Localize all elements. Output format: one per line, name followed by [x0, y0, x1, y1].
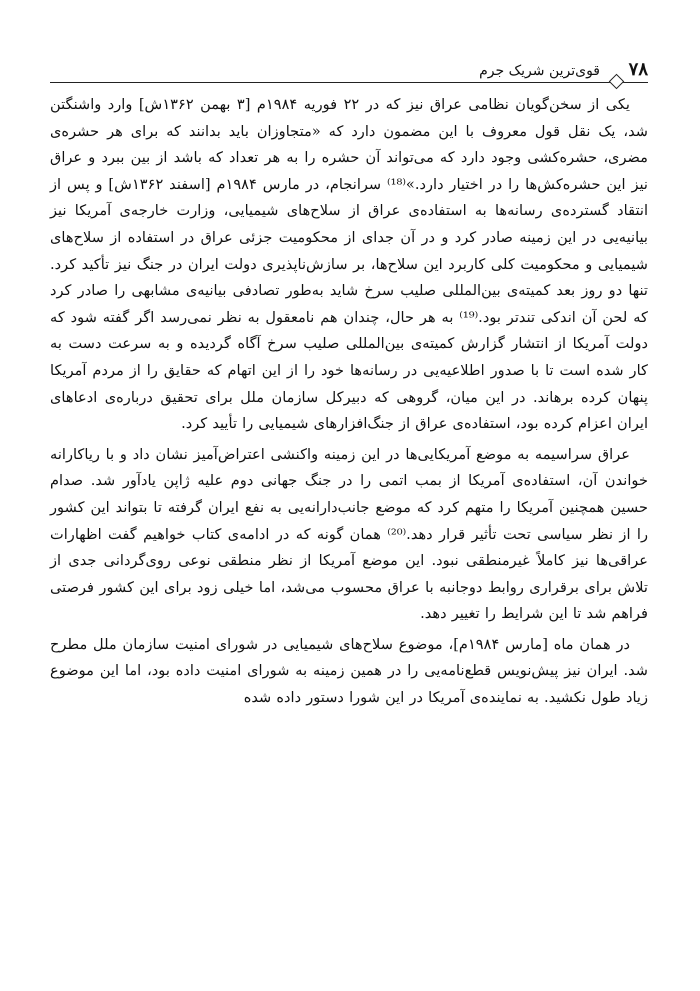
running-title: قوی‌ترین شریک جرم — [479, 63, 600, 79]
body-text — [50, 92, 648, 712]
paragraph: یکی از سخن‌گویان نظامی عراق نیز که در ۲۲ فوریه ۱۹۸۴م [۳ بهمن ۱۳۶۲ش] وارد واشنگتن شد، یک نقل قول معروف با این مضمون دارد که «متجاوزان باید بدانند که برای هر حشره‌ی مضری، حشره‌کشی وجود دارد که می‌تواند آن حشره را به هر تعداد که باشد از بین ببرد و عراق نیز این حشره‌کش‌ها را در اختیار دارد.»⁽¹⁸⁾ سرانجام، در مارس ۱۹۸۴م [اسفند ۱۳۶۲ش] و پس از انتقاد گسترده‌ی رسانه‌ها به استفاده‌ی عراق از سلاح‌های شیمیایی، وزارت خارجه‌ی آمریکا نیز بیانیه‌یی در این زمینه صادر کرد و در آن جدای از محکومیت جزئی عراق در استفاده از سلاح‌های شیمیایی و محکومیت کلی کاربرد این سلاح‌ها، بر سازش‌ناپذیری دولت ایران در جنگ نیز تأکید کرد. تنها دو روز بعد کمیته‌ی بین‌المللی صلیب سرخ شاید به‌طور تصادفی بیانیه‌ی مشابهی را صادر کرد که لحن آن اندکی تندتر بود.⁽¹⁹⁾ به هر حال، چندان هم نامعقول به نظر نمی‌رسد اگر گفته شود که دولت آمریکا از انتشار گزارش کمیته‌ی بین‌المللی صلیب سرخ آگاه گردیده و به سرعت دست به کار شده است تا با صدور اطلاعیه‌یی در رسانه‌ها خود را از این اتهام که حقایق را از مردم آمریکا پنهان کرده برهاند. در این میان، گروهی که دبیرکل سازمان ملل برای تحقیق درباره‌ی ادعاهای ایران اعزام کرده بود، استفاده‌ی عراق از جنگ‌افزارهای شیمیایی را تأیید کرد. — [50, 96, 648, 433]
paragraph: عراق سراسیمه به موضع آمریکایی‌ها در این زمینه واکنشی اعتراض‌آمیز نشان داد و با ریاکارانه خواندن آن، استفاده‌ی آمریکا از بمب اتمی را در جنگ جهانی دوم علیه ژاپن یادآور شد. صدام حسین همچنین آمریکا را متهم کرد که موضع جانب‌دارانه‌یی به نفع ایران گرفته تا بتواند این کشور را از نظر سیاسی تحت تأثیر قرار دهد.⁽²⁰⁾ همان گونه که در ادامه‌ی کتاب خواهیم گفت اظهارات عراقی‌ها نیز کاملاً غیرمنطقی نبود. این موضع آمریکا از نظر منطقی نوعی روی‌گردانی جدی از تلاش برای برقراری روابط دوجانبه با عراق محسوب می‌شد، اما خیلی زود برای این کشور فرصتی فراهم شد تا این شرایط را تغییر دهد. — [50, 445, 648, 623]
paragraph: در همان ماه [مارس ۱۹۸۴م]، موضوع سلاح‌های شیمیایی در شورای امنیت سازمان ملل مطرح شد. ایران نیز پیش‌نویس قطع‌نامه‌یی را در همین زمینه به شورای امنیت داده بود، اما این موضوع زیاد طول نکشید. به نماینده‌ی آمریکا در این شورا دستور داده شده — [50, 635, 648, 707]
page-number: ۷۸ — [628, 59, 648, 80]
header-rule — [50, 82, 648, 83]
page-header — [50, 60, 648, 84]
diamond-ornament-icon — [609, 74, 625, 90]
